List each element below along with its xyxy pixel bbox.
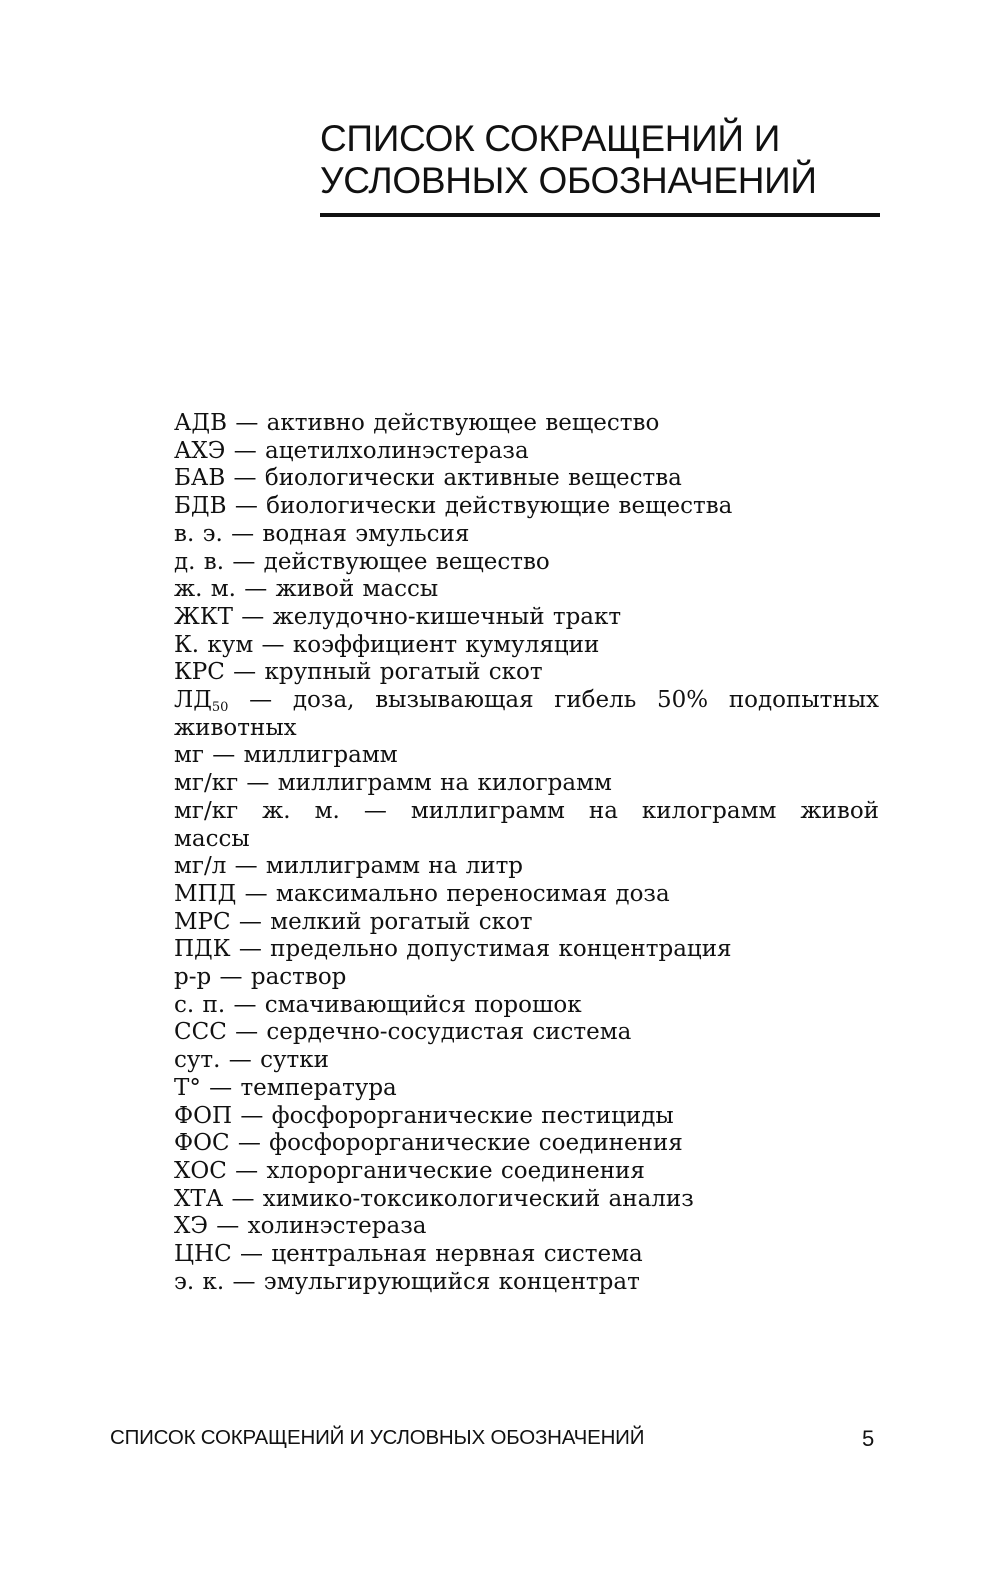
abbreviation-item: р-р — раствор [174, 964, 347, 991]
abbreviation-item: э. к. — эмульгирующийся концентрат [174, 1268, 640, 1295]
abbreviation-item: МРС — мелкий рогатый скот [174, 908, 533, 935]
title-underline-rule [320, 213, 880, 217]
abbreviation-item: КРС — крупный рогатый скот [174, 659, 543, 686]
abbreviation-item: ФОС — фосфорорганические соединения [174, 1130, 683, 1157]
abbreviation-item: БДВ — биологически действующие вещества [174, 493, 733, 520]
abbreviation-item: сут. — сутки [174, 1047, 329, 1074]
abbreviation-item: мг/кг ж. м. — миллиграмм на килограмм живой массы [174, 797, 879, 852]
abbreviation-item: АХЭ — ацетилхолинэстераза [174, 437, 529, 464]
abbreviation-item: мг — миллиграмм [174, 742, 398, 769]
abbreviation-item: мг/кг — миллиграмм на килограмм [174, 770, 612, 797]
abbreviation-item: Т° — температура [174, 1074, 397, 1101]
abbreviation-item: мг/л — миллиграмм на литр [174, 853, 524, 880]
abbreviation-item: д. в. — действующее вещество [174, 548, 550, 575]
abbreviation-term: ЛД [174, 687, 212, 714]
abbreviation-item: ХТА — химико-токсикологический анализ [174, 1185, 694, 1212]
abbreviation-definition: — доза, вызывающая гибель 50% подопытных животных [174, 687, 879, 741]
chapter-title-line-2: УСЛОВНЫХ ОБОЗНАЧЕНИЙ [320, 160, 817, 201]
chapter-title-line-1: СПИСОК СОКРАЩЕНИЙ И [320, 118, 780, 159]
abbreviation-item: АДВ — активно действующее вещество [174, 410, 660, 436]
abbreviation-item: МПД — максимально переносимая доза [174, 880, 670, 907]
abbreviation-item: ССС — сердечно-сосудистая система [174, 1019, 632, 1046]
abbreviation-item: ХОС — хлорорганические соединения [174, 1157, 645, 1184]
abbreviation-item-ld50 [174, 687, 879, 742]
abbreviation-item: К. кум — коэффициент кумуляции [174, 631, 600, 658]
abbreviation-item: БАВ — биологически активные вещества [174, 465, 682, 492]
abbreviation-item: в. э. — водная эмульсия [174, 520, 470, 547]
abbreviation-item: ХЭ — холинэстераза [174, 1213, 427, 1240]
abbreviation-item: ЖКТ — желудочно-кишечный тракт [174, 603, 622, 630]
abbreviation-list [174, 410, 879, 1297]
abbreviation-item: ПДК — предельно допустимая концентрация [174, 936, 732, 963]
abbreviation-item: ЦНС — центральная нервная система [174, 1241, 643, 1268]
running-footer-title: СПИСОК СОКРАЩЕНИЙ И УСЛОВНЫХ ОБОЗНАЧЕНИЙ [110, 1426, 645, 1449]
chapter-title [320, 118, 880, 202]
page-number: 5 [862, 1426, 875, 1451]
abbreviation-item: ж. м. — живой массы [174, 576, 439, 603]
abbreviation-item: с. п. — смачивающийся порошок [174, 991, 582, 1018]
abbreviation-subscript: 50 [211, 700, 229, 716]
abbreviation-item: ФОП — фосфорорганические пестициды [174, 1102, 674, 1129]
